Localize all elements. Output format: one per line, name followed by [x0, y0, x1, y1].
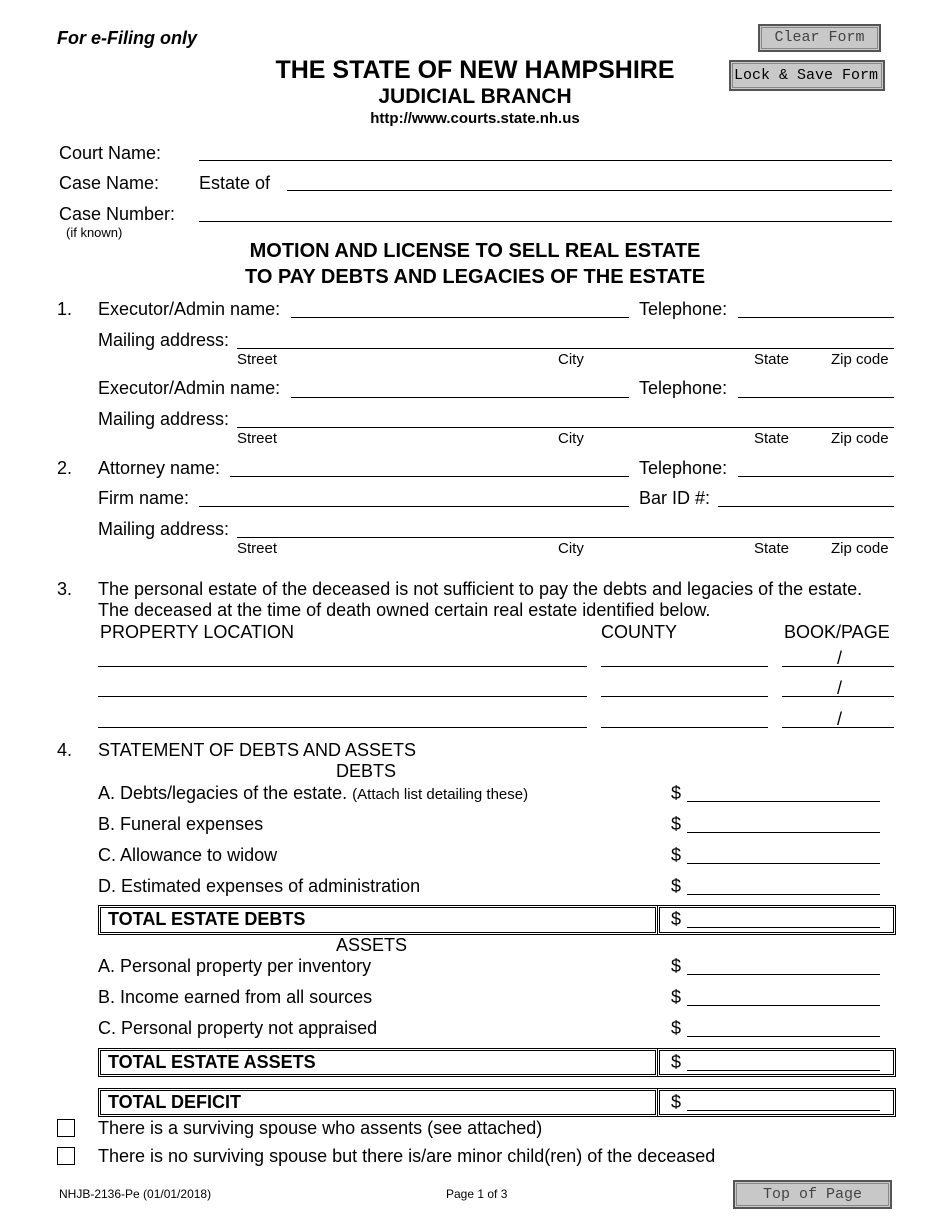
dollar-sign: $ — [671, 1052, 682, 1072]
section-3-text-2: The deceased at the time of death owned certain real estate identified below. — [98, 600, 711, 620]
total-assets-amount-box — [657, 1048, 896, 1077]
property-location-field[interactable] — [98, 666, 587, 667]
book-page-field[interactable] — [782, 696, 894, 697]
debt-b-amount-field[interactable] — [687, 832, 880, 833]
executor-telephone-label: Telephone: — [639, 299, 728, 319]
debt-a-amount-field[interactable] — [687, 801, 880, 802]
case-name-field[interactable] — [287, 190, 892, 191]
attorney-name-field[interactable] — [230, 476, 629, 477]
bar-id-field[interactable] — [718, 506, 894, 507]
form-title-line2: TO PAY DEBTS AND LEGACIES OF THE ESTATE — [244, 266, 706, 288]
book-page-slash: / — [837, 648, 843, 668]
dollar-sign: $ — [671, 876, 682, 896]
mailing-address-field[interactable] — [237, 348, 894, 349]
debt-c-amount-field[interactable] — [687, 863, 880, 864]
book-page-slash: / — [837, 709, 843, 729]
dollar-sign: $ — [671, 909, 682, 929]
dollar-sign: $ — [671, 1092, 682, 1112]
executor-name-label: Executor/Admin name: — [98, 299, 281, 319]
street-caption: Street — [237, 351, 278, 368]
book-page-slash: / — [837, 678, 843, 698]
city-caption: City — [558, 351, 584, 368]
attorney-mailing-label: Mailing address: — [98, 519, 230, 539]
street-caption-3: Street — [237, 540, 278, 557]
dollar-sign: $ — [671, 814, 682, 834]
state-caption-2: State — [754, 430, 790, 447]
city-caption-3: City — [558, 540, 584, 557]
debt-a-note: (Attach list detailing these) — [352, 786, 529, 803]
executor-name-field-2[interactable] — [291, 397, 629, 398]
executor-telephone-field-2[interactable] — [738, 397, 894, 398]
debt-d-label: D. Estimated expenses of administration — [98, 876, 421, 896]
zip-caption-2: Zip code — [831, 430, 889, 447]
county-field[interactable] — [601, 727, 768, 728]
book-page-field[interactable] — [782, 666, 894, 667]
asset-b-label: B. Income earned from all sources — [98, 987, 373, 1007]
state-caption-3: State — [754, 540, 790, 557]
lock-save-form-button[interactable]: Lock & Save Form — [729, 60, 885, 91]
county-field[interactable] — [601, 696, 768, 697]
total-deficit-amount-box — [657, 1088, 896, 1117]
estate-of-label: Estate of — [199, 173, 271, 193]
section-4-number: 4. — [57, 740, 73, 760]
form-title-line1: MOTION AND LICENSE TO SELL REAL ESTATE — [249, 240, 701, 262]
dollar-sign: $ — [671, 783, 682, 803]
city-caption-2: City — [558, 430, 584, 447]
dollar-sign: $ — [671, 1018, 682, 1038]
property-location-field[interactable] — [98, 727, 587, 728]
book-page-header: BOOK/PAGE — [784, 622, 890, 642]
form-id: NHJB-2136-Pe (01/01/2018) — [59, 1187, 212, 1201]
court-url: http://www.courts.state.nh.us — [370, 110, 580, 127]
zip-caption: Zip code — [831, 351, 889, 368]
top-of-page-button[interactable]: Top of Page — [733, 1180, 892, 1209]
surviving-spouse-checkbox[interactable] — [57, 1119, 75, 1137]
executor-name-label-2: Executor/Admin name: — [98, 378, 281, 398]
state-title: THE STATE OF NEW HAMPSHIRE — [275, 56, 675, 84]
case-number-label: Case Number: — [59, 204, 176, 224]
attorney-name-label: Attorney name: — [98, 458, 221, 478]
asset-b-amount-field[interactable] — [687, 1005, 880, 1006]
court-name-label: Court Name: — [59, 143, 162, 163]
assets-heading: ASSETS — [336, 935, 408, 955]
court-name-field[interactable] — [199, 160, 892, 161]
asset-a-label: A. Personal property per inventory — [98, 956, 372, 976]
asset-a-amount-field[interactable] — [687, 974, 880, 975]
dollar-sign: $ — [671, 845, 682, 865]
section-1-number: 1. — [57, 299, 73, 319]
zip-caption-3: Zip code — [831, 540, 889, 557]
total-debts-amount-box — [657, 905, 896, 935]
mailing-address-label-2: Mailing address: — [98, 409, 230, 429]
bar-id-label: Bar ID #: — [639, 488, 711, 508]
street-caption-2: Street — [237, 430, 278, 447]
minor-children-checkbox[interactable] — [57, 1147, 75, 1165]
section-2-number: 2. — [57, 458, 73, 478]
property-location-field[interactable] — [98, 696, 587, 697]
mailing-address-field-2[interactable] — [237, 427, 894, 428]
total-debts-amount-field[interactable] — [687, 927, 880, 928]
total-assets-label: TOTAL ESTATE ASSETS — [108, 1052, 316, 1072]
book-page-field[interactable] — [782, 727, 894, 728]
executor-telephone-field[interactable] — [738, 317, 894, 318]
total-assets-amount-field[interactable] — [687, 1070, 880, 1071]
total-deficit-label: TOTAL DEFICIT — [108, 1092, 241, 1112]
debt-a-label — [98, 783, 528, 804]
county-header: COUNTY — [601, 622, 677, 642]
attorney-telephone-label: Telephone: — [639, 458, 728, 478]
section-3-number: 3. — [57, 579, 73, 599]
county-field[interactable] — [601, 666, 768, 667]
case-number-field[interactable] — [199, 221, 892, 222]
property-location-header: PROPERTY LOCATION — [100, 622, 295, 642]
section-3-text-1: The personal estate of the deceased is not sufficient to pay the debts and legacies of the estate. — [98, 579, 863, 599]
firm-name-label: Firm name: — [98, 488, 190, 508]
debt-c-label: C. Allowance to widow — [98, 845, 278, 865]
attorney-mailing-field[interactable] — [237, 537, 894, 538]
debt-b-label: B. Funeral expenses — [98, 814, 264, 834]
minor-children-label: There is no surviving spouse but there is/are minor child(ren) of the deceased — [98, 1146, 716, 1166]
executor-telephone-label-2: Telephone: — [639, 378, 728, 398]
debt-a-text: A. Debts/legacies of the estate. — [98, 783, 348, 803]
state-caption: State — [754, 351, 790, 368]
dollar-sign: $ — [671, 987, 682, 1007]
efiling-note: For e-Filing only — [57, 28, 197, 48]
total-deficit-amount-field[interactable] — [687, 1110, 880, 1111]
page-number: Page 1 of 3 — [446, 1187, 508, 1201]
asset-c-label: C. Personal property not appraised — [98, 1018, 378, 1038]
section-4-heading: STATEMENT OF DEBTS AND ASSETS — [98, 740, 417, 760]
case-name-label: Case Name: — [59, 173, 160, 193]
surviving-spouse-label: There is a surviving spouse who assents (see attached) — [98, 1118, 543, 1138]
mailing-address-label: Mailing address: — [98, 330, 230, 350]
total-debts-label: TOTAL ESTATE DEBTS — [108, 909, 306, 929]
attorney-telephone-field[interactable] — [738, 476, 894, 477]
executor-name-field[interactable] — [291, 317, 629, 318]
dollar-sign: $ — [671, 956, 682, 976]
asset-c-amount-field[interactable] — [687, 1036, 880, 1037]
firm-name-field[interactable] — [199, 506, 629, 507]
if-known-note: (if known) — [66, 225, 123, 240]
debt-d-amount-field[interactable] — [687, 894, 880, 895]
clear-form-button[interactable]: Clear Form — [758, 24, 881, 52]
branch-title: JUDICIAL BRANCH — [378, 85, 572, 108]
debts-heading: DEBTS — [336, 761, 397, 781]
